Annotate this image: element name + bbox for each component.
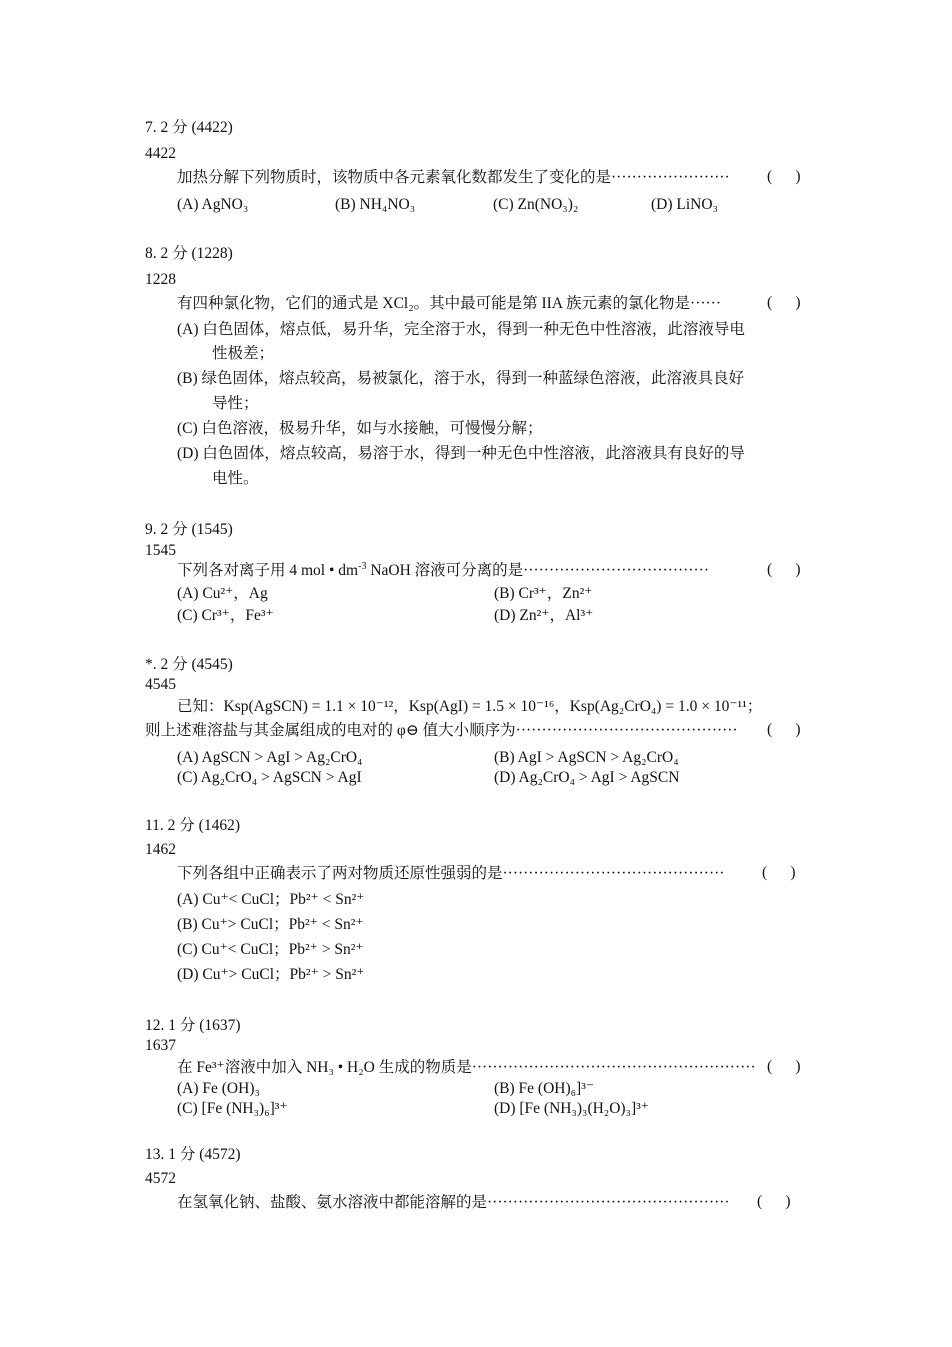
option-d: (D) Zn²⁺，Al³⁺ — [494, 607, 594, 624]
question-header: 12. 1 分 (1637) — [145, 1017, 241, 1034]
question-stem: 在氢氧化钠、盐酸、氨水溶液中都能溶解的是··············································· — [177, 1194, 730, 1211]
question-code: 4545 — [145, 676, 176, 693]
option-d: (D) Cu⁺> CuCl；Pb²⁺ > Sn²⁺ — [177, 966, 365, 983]
question-stem: 在 Fe³⁺溶液中加入 NH₃ • H₂O 生成的物质是······················································· — [177, 1059, 756, 1076]
answer-paren: ( ) — [767, 1058, 801, 1075]
option-b: (B) AgI > AgSCN > Ag₂CrO₄ — [494, 749, 679, 766]
question-known-values: 已知：Ksp(AgSCN) = 1.1 × 10⁻¹²，Ksp(AgI) = 1.5 × 10⁻¹⁶，Ksp(Ag₂CrO₄) = 1.0 × 10⁻¹¹； — [177, 698, 763, 715]
question-header: 9. 2 分 (1545) — [145, 521, 233, 538]
option-c: (C) [Fe (NH₃)₆]³⁺ — [177, 1100, 288, 1117]
question-stem: 加热分解下列物质时，该物质中各元素氧化数都发生了变化的是······················· — [177, 169, 730, 186]
option-b-cont: 导性； — [212, 395, 259, 412]
option-a: (A) AgSCN > AgI > Ag₂CrO₄ — [177, 749, 363, 766]
question-header: *. 2 分 (4545) — [145, 656, 233, 673]
option-c: (C) Zn(NO₃)₂ — [493, 196, 579, 213]
option-c: (C) Cu⁺< CuCl；Pb²⁺ > Sn²⁺ — [177, 941, 364, 958]
stem-text-end: NaOH 溶液可分离的是···································· — [366, 562, 709, 579]
option-b: (B) Cr³⁺，Zn²⁺ — [494, 585, 593, 602]
option-d: (D) LiNO₃ — [651, 196, 718, 213]
option-c: (C) Cr³⁺，Fe³⁺ — [177, 607, 274, 624]
question-stem — [177, 561, 709, 581]
option-d: (D) [Fe (NH₃)₃(H₂O)₃]³⁺ — [494, 1100, 649, 1117]
question-header: 11. 2 分 (1462) — [145, 817, 240, 834]
option-d-cont: 电性。 — [212, 470, 259, 487]
option-d: (D) Ag₂CrO₄ > AgI > AgSCN — [494, 769, 680, 786]
question-code: 4572 — [145, 1170, 176, 1187]
answer-paren: ( ) — [762, 864, 796, 881]
question-code: 1637 — [145, 1037, 176, 1054]
option-a: (A) AgNO₃ — [177, 196, 249, 213]
stem-exponent: -3 — [358, 560, 367, 572]
option-d: (D) 白色固体，熔点较高，易溶于水，得到一种无色中性溶液，此溶液具有良好的导 — [177, 445, 745, 462]
answer-paren: ( ) — [767, 294, 801, 311]
option-b: (B) Cu⁺> CuCl；Pb²⁺ < Sn²⁺ — [177, 916, 364, 933]
option-b: (B) Fe (OH)₆]³⁻ — [494, 1080, 595, 1097]
question-stem: 有四种氯化物，它们的通式是 XCl₂。其中最可能是第 IIA 族元素的氯化物是······ — [177, 295, 722, 312]
answer-paren: ( ) — [767, 168, 801, 185]
option-b: (B) 绿色固体，熔点较高，易被氯化，溶于水，得到一种蓝绿色溶液，此溶液具良好 — [177, 370, 745, 387]
question-code: 1545 — [145, 542, 176, 559]
question-code: 1228 — [145, 271, 176, 288]
option-a: (A) Cu⁺< CuCl；Pb²⁺ < Sn²⁺ — [177, 891, 365, 908]
question-header: 8. 2 分 (1228) — [145, 245, 233, 262]
question-code: 4422 — [145, 145, 176, 162]
option-a-cont: 性极差； — [212, 345, 275, 362]
answer-paren: ( ) — [767, 561, 801, 578]
question-header: 13. 1 分 (4572) — [145, 1146, 241, 1163]
question-code: 1462 — [145, 841, 176, 858]
answer-paren: ( ) — [757, 1193, 791, 1210]
question-header: 7. 2 分 (4422) — [145, 119, 233, 136]
option-a: (A) Cu²⁺，Ag — [177, 585, 268, 602]
answer-paren: ( ) — [767, 721, 801, 738]
option-c: (C) Ag₂CrO₄ > AgSCN > AgI — [177, 769, 362, 786]
stem-text: 下列各对离子用 4 mol • dm — [177, 562, 359, 579]
option-a: (A) Fe (OH)₃ — [177, 1080, 260, 1097]
option-c: (C) 白色溶液，极易升华，如与水接触，可慢慢分解； — [177, 420, 543, 437]
option-b: (B) NH₄NO₃ — [335, 196, 416, 213]
question-stem: 则上述难溶盐与其金属组成的电对的 φ⊖ 值大小顺序为··········································· — [145, 722, 738, 739]
question-stem: 下列各组中正确表示了两对物质还原性强弱的是··········································· — [177, 865, 725, 882]
option-a: (A) 白色固体，熔点低，易升华，完全溶于水，得到一种无色中性溶液，此溶液导电 — [177, 321, 745, 338]
